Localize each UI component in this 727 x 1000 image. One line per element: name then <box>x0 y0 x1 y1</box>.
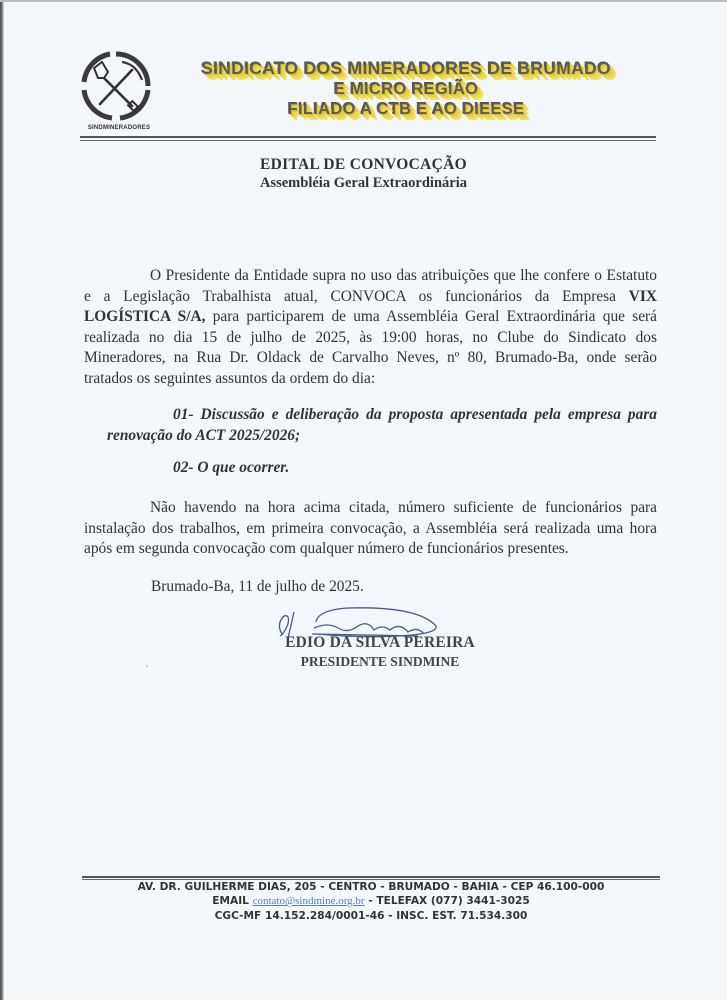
email-label: EMAIL <box>212 895 253 908</box>
company-name: VIX LOGÍSTICA S/A, <box>84 287 657 326</box>
footer-address: AV. DR. GUILHERME DIAS, 205 - CENTRO - BRUMADO - BAHIA - CEP 46.100-000 <box>137 881 605 893</box>
signer-role: PRESIDENTE SINDMINE <box>300 654 460 669</box>
email-link[interactable]: contato@sindmine.org.br <box>252 895 365 908</box>
quorum-paragraph: Não havendo na hora acima citada, número suficiente de funcionários para instalação dos trabalhos, em primeira convocação, a Assembléia será realizada uma hora após em segunda convocação com qualquer número de funcionários presentes. <box>84 499 657 558</box>
paragraph-text: O Presidente da Entidade supra no uso das atribuições que lhe confere o Estatuto e a Legislação Trabalhista atual, CONVOCA os funcionários da Empresa <box>84 267 657 305</box>
crossed-shovel-pickaxe-icon <box>80 50 152 122</box>
header-divider <box>80 136 656 141</box>
agenda-item-1: 01- Discussão e deliberação da proposta apresentada pela empresa para renovação do ACT 2025/2026; <box>107 406 657 444</box>
scan-speck <box>146 665 148 667</box>
banner-line-2: E MICRO REGIÃO <box>333 79 479 98</box>
document-title <box>0 155 727 193</box>
banner-line-1: SINDICATO DOS MINERADORES DE BRUMADO <box>201 58 611 78</box>
phone: - TELEFAX (077) 3441-3025 <box>364 895 530 908</box>
convocation-paragraph <box>84 266 657 390</box>
footer-contact <box>82 880 660 923</box>
banner-line-3: FILIADO A CTB E AO DIEESE <box>287 100 525 118</box>
place-date: Brumado-Ba, 11 de julho de 2025. <box>151 578 364 595</box>
paragraph-text-cont: para participarem de uma Assembléia Geral Extraordinária que será realizada no dia 15 de julho de 2025, às 19:00 horas, no Clube do Sindicato dos Mineradores, na Rua Dr. Oldack de Carvalho Neves, nº 80, Brumado-Ba, onde serão tratados os seguintes assuntos da ordem do dia: <box>84 308 657 387</box>
agenda-item-2: 02- O que ocorrer. <box>173 459 290 476</box>
title-sub: Assembléia Geral Extraordinária <box>259 175 467 191</box>
title-main: EDITAL DE CONVOCAÇÃO <box>260 156 467 173</box>
union-banner <box>172 58 640 120</box>
logo-caption: SINDMINERADORES <box>87 125 151 131</box>
footer-contact-line <box>82 894 660 908</box>
footer-registry: CGC-MF 14.152.284/0001-46 - INSC. EST. 71.534.300 <box>214 909 528 922</box>
signer-name: EDIO DA SILVA PEREIRA <box>285 634 475 651</box>
